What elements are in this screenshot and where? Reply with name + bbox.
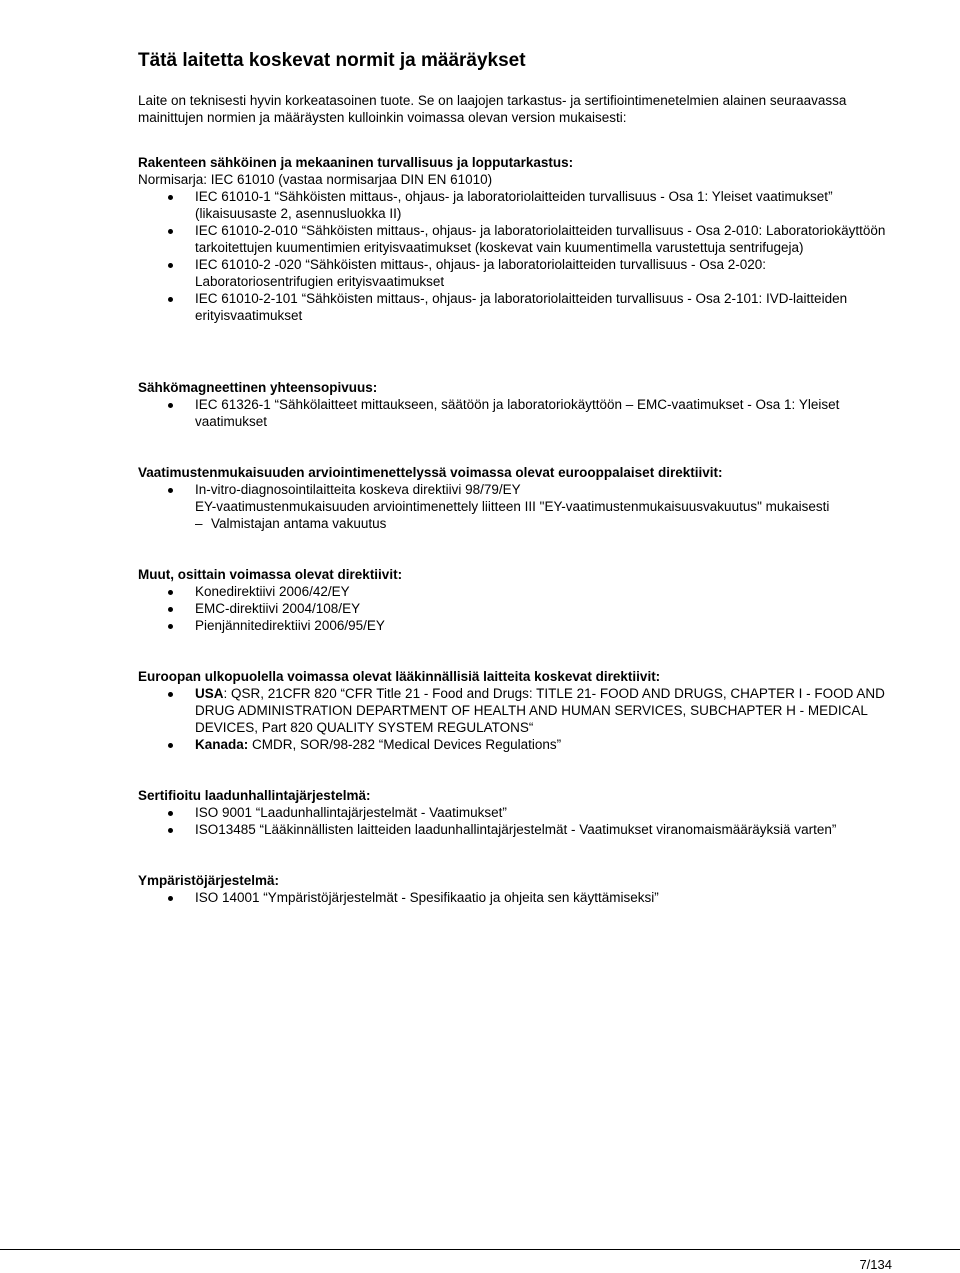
dash-icon: –	[195, 516, 203, 531]
bullet-list	[138, 396, 898, 430]
list-item: USA: QSR, 21CFR 820 “CFR Title 21 - Food and Drugs: TITLE 21- FOOD AND DRUGS, CHAPTER I - FOOD AND DRUG ADMINISTRATION DEPARTMENT OF HEALTH AND HUMAN SERVICES, SUBCHAPTER H - MEDICAL DEVICES, Part 820 QUALITY SYSTEM REGULATONS“	[138, 685, 898, 736]
bullet-icon	[168, 263, 173, 268]
section-heading: Muut, osittain voimassa olevat direktiivit:	[138, 567, 403, 582]
list-item: Konedirektiivi 2006/42/EY	[138, 583, 898, 600]
list-item: Pienjännitedirektiivi 2006/95/EY	[138, 617, 898, 634]
list-item: Kanada: CMDR, SOR/98-282 “Medical Devices Regulations”	[138, 736, 898, 753]
section-heading: Vaatimustenmukaisuuden arviointimenettelyssä voimassa olevat eurooppalaiset direktiivit:	[138, 465, 723, 480]
list-item: IEC 61010-2 -020 “Sähköisten mittaus-, ohjaus- ja laboratoriolaitteiden turvallisuus - Osa 2-020: Laboratoriosentrifugien erityisvaatimukset	[138, 256, 898, 290]
list-item: ISO 9001 “Laadunhallintajärjestelmät - Vaatimukset”	[138, 804, 898, 821]
list-item: In-vitro-diagnosointilaitteita koskeva direktiivi 98/79/EY	[138, 481, 898, 498]
bullet-icon	[168, 811, 173, 816]
section-eu-directives	[138, 464, 898, 532]
bullet-list	[138, 889, 898, 906]
bullet-list	[138, 583, 898, 634]
list-item: IEC 61010-2-101 “Sähköisten mittaus-, ohjaus- ja laboratoriolaitteiden turvallisuus - Osa 2-101: IVD-laitteiden erityisvaatimukset	[138, 290, 898, 324]
footer-divider	[0, 1249, 960, 1250]
list-item: EMC-direktiivi 2004/108/EY	[138, 600, 898, 617]
bullet-list	[138, 481, 898, 498]
bullet-icon	[168, 403, 173, 408]
country-label: Kanada:	[195, 737, 249, 752]
page-number: 7/134	[859, 1257, 892, 1272]
bullet-list	[138, 804, 898, 838]
section-emc	[138, 379, 898, 430]
bullet-icon	[168, 195, 173, 200]
section-heading: Rakenteen sähköinen ja mekaaninen turvallisuus ja lopputarkastus:	[138, 155, 574, 170]
bullet-list	[138, 188, 898, 324]
bullet-icon	[168, 828, 173, 833]
bullet-icon	[168, 590, 173, 595]
list-item: ISO 14001 “Ympäristöjärjestelmät - Spesifikaatio ja ohjeita sen käyttämiseksi”	[138, 889, 898, 906]
section-environment	[138, 872, 898, 906]
section-heading: Ympäristöjärjestelmä:	[138, 873, 280, 888]
section-heading: Sähkömagneettinen yhteensopivuus:	[138, 380, 378, 395]
bullet-list	[138, 685, 898, 753]
section-quality	[138, 787, 898, 838]
dash-line: – Valmistajan antama vakuutus	[195, 516, 387, 531]
section-outside-eu	[138, 668, 898, 753]
list-item: ISO13485 “Lääkinnällisten laitteiden laadunhallintajärjestelmät - Vaatimukset viranomaismääräyksiä varten”	[138, 821, 898, 838]
bullet-icon	[168, 488, 173, 493]
bullet-icon	[168, 229, 173, 234]
sub-line: EY-vaatimustenmukaisuuden arviointimenettely liitteen III "EY-vaatimustenmukaisuusvakuutus" mukaisesti	[195, 499, 830, 514]
bullet-icon	[168, 692, 173, 697]
bullet-icon	[168, 896, 173, 901]
list-item: IEC 61326-1 “Sähkölaitteet mittaukseen, säätöön ja laboratoriokäyttöön – EMC-vaatimukset - Osa 1: Yleiset vaatimukset	[138, 396, 898, 430]
intro-paragraph: Laite on teknisesti hyvin korkeatasoinen tuote. Se on laajojen tarkastus- ja sertifiointimenetelmien alainen seuraavassa mainittujen normien ja määräysten kulloinkin voimassa olevan version mukaisesti:	[138, 93, 847, 125]
bullet-icon	[168, 743, 173, 748]
bullet-icon	[168, 297, 173, 302]
section-partial-directives	[138, 566, 898, 634]
list-item: IEC 61010-2-010 “Sähköisten mittaus-, ohjaus- ja laboratoriolaitteiden turvallisuus - Osa 2-010: Laboratoriokäyttöön tarkoitettujen kuumentimien erityisvaatimukset (koskevat vain kuumentimella varustettuja sentrifugeja)	[138, 222, 898, 256]
section-subheading: Normisarja: IEC 61010 (vastaa normisarjaa DIN EN 61010)	[138, 172, 493, 187]
list-item: IEC 61010-1 “Sähköisten mittaus-, ohjaus- ja laboratoriolaitteiden turvallisuus - Osa 1: Yleiset vaatimukset” (likaisuusaste 2, asennusluokka II)	[138, 188, 898, 222]
section-heading: Sertifioitu laadunhallintajärjestelmä:	[138, 788, 371, 803]
bullet-icon	[168, 624, 173, 629]
bullet-icon	[168, 607, 173, 612]
section-heading: Euroopan ulkopuolella voimassa olevat lääkinnällisiä laitteita koskevat direktiivit:	[138, 669, 661, 684]
section-safety	[138, 154, 898, 324]
page-title: Tätä laitetta koskevat normit ja määräykset	[138, 50, 526, 71]
country-label: USA	[195, 686, 224, 701]
